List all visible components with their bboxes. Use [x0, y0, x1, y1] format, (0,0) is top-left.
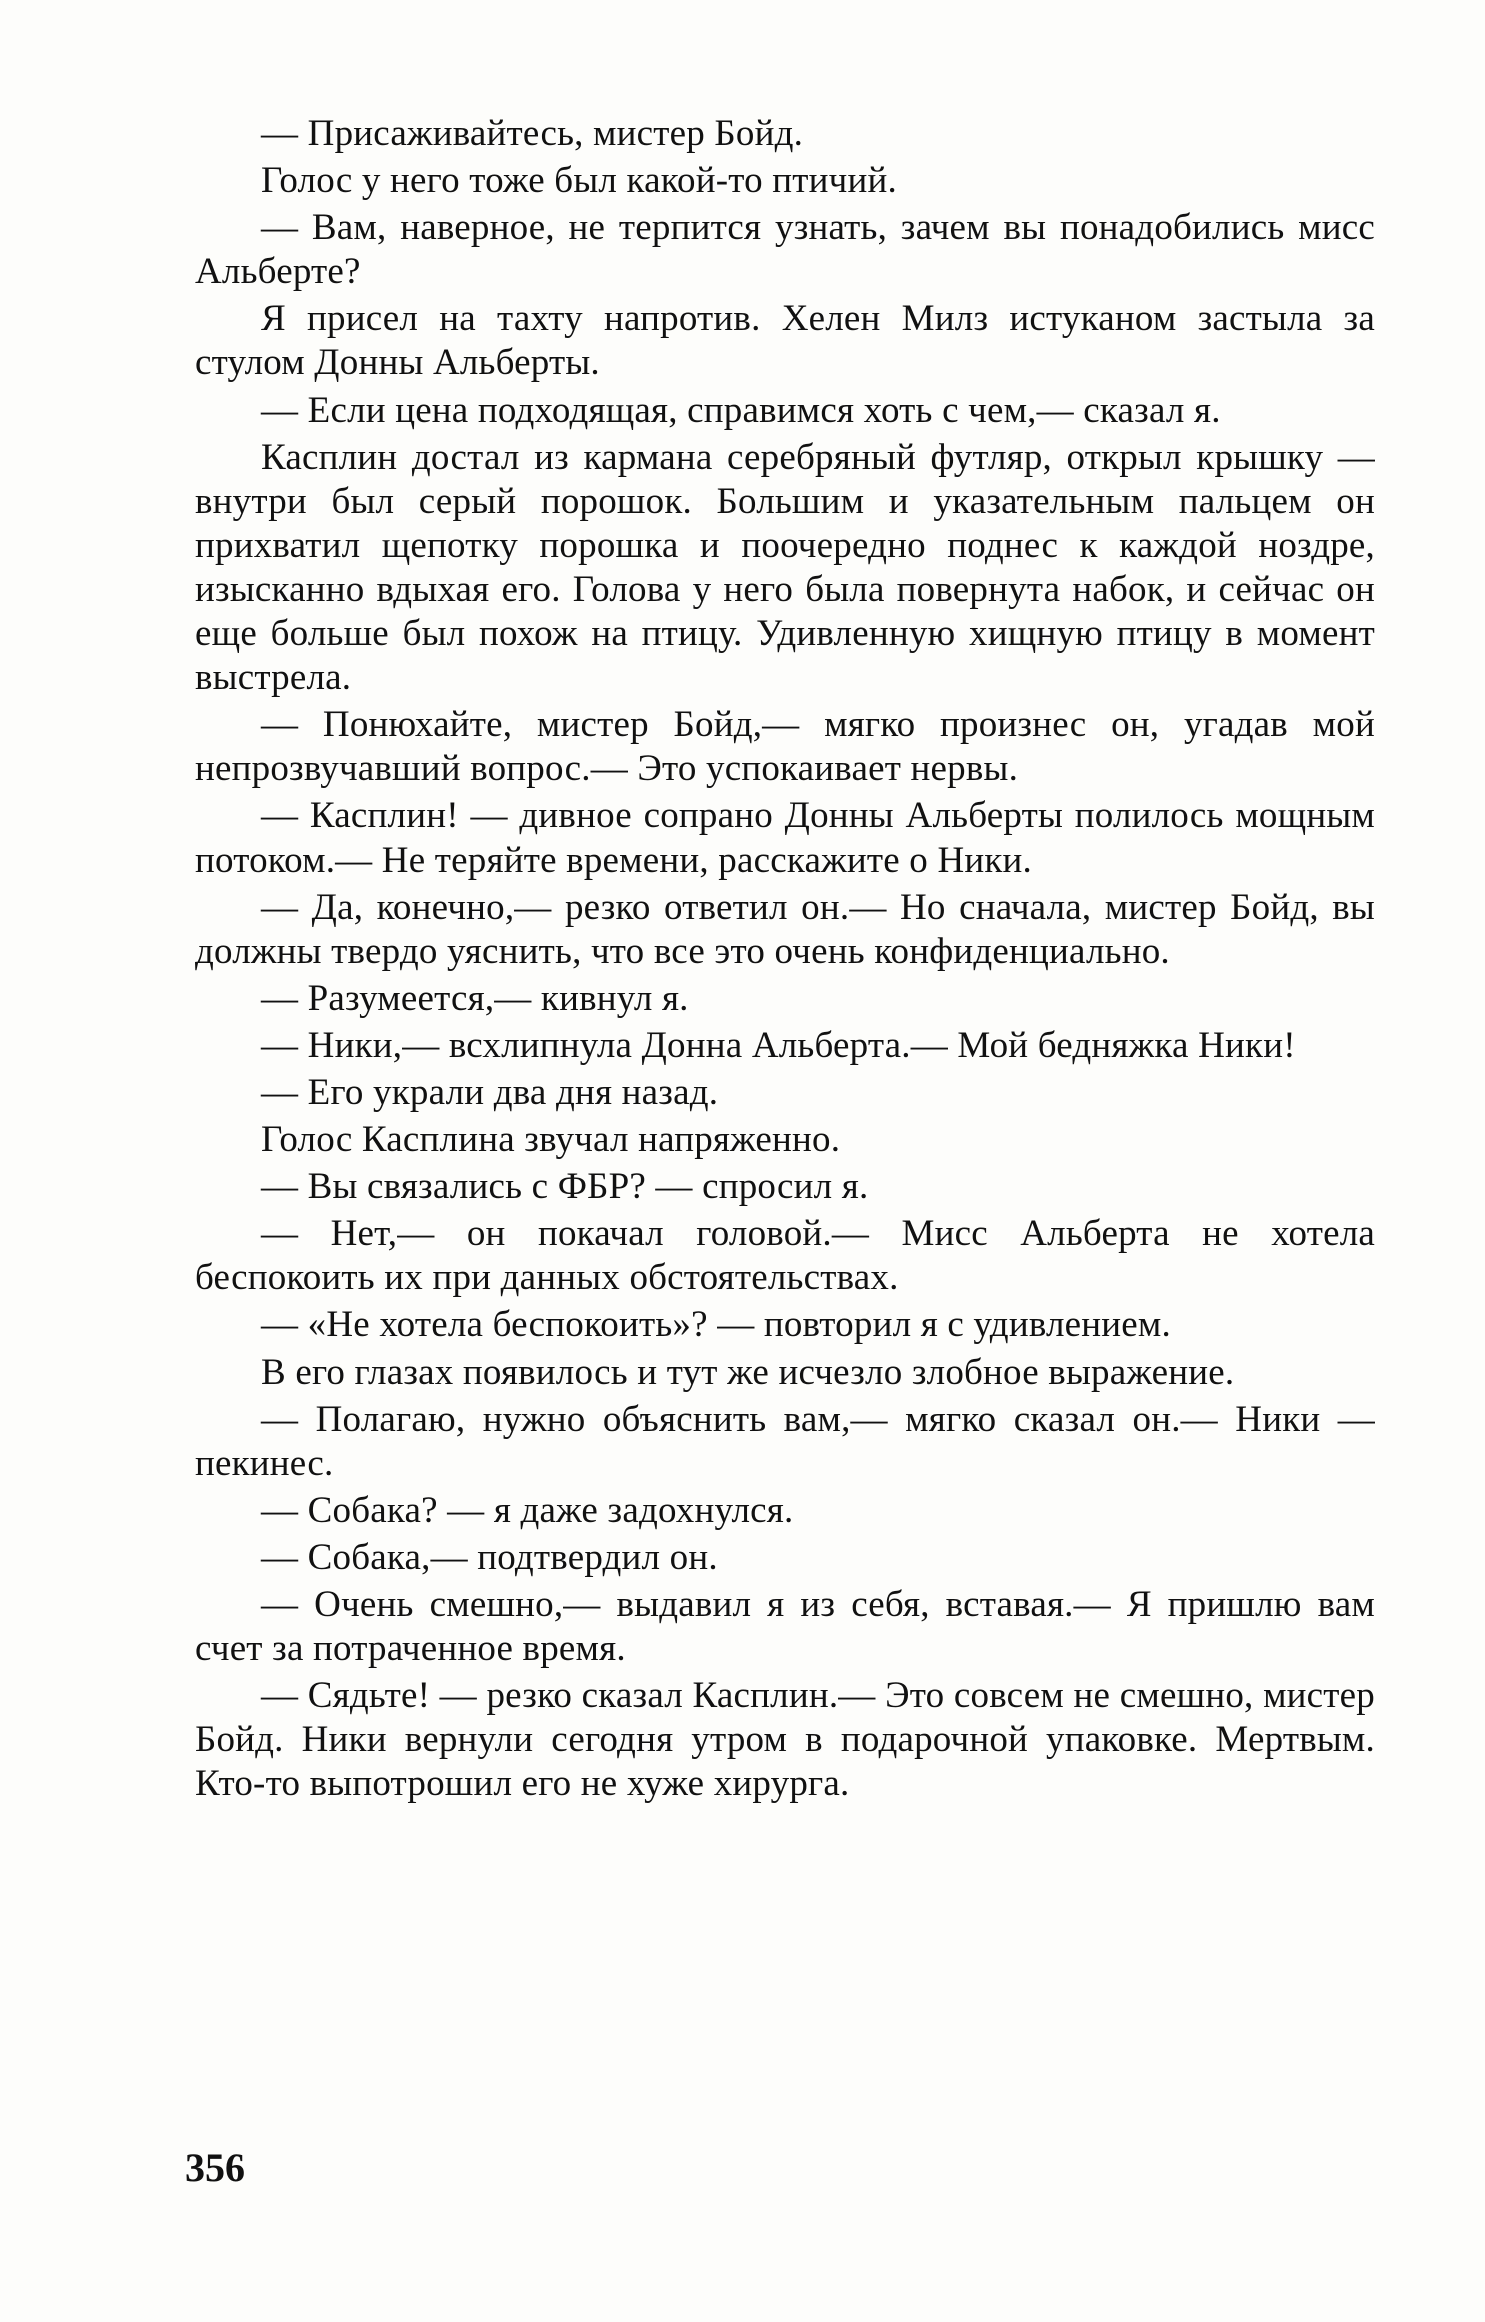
paragraph: Касплин достал из кармана серебряный футляр, открыл крышку — внутри был серый порошок. Большим и указательным пальцем он прихватил щепотку порошка и поочередно поднес к каждой ноздре, изысканно вдыхая его. Голова у него была повернута набок, и сейчас он еще больше был похож на птицу. Удивленную хищную птицу в момент выстрела.	[195, 436, 1375, 699]
paragraph: — Понюхайте, мистер Бойд,— мягко произнес он, угадав мой непрозвучавший вопрос.— Это успокаивает нервы.	[195, 704, 1375, 790]
paragraph: — Ники,— всхлипнула Донна Альберта.— Мой бедняжка Ники!	[261, 1024, 1296, 1066]
page-number: 356	[185, 2145, 245, 2190]
paragraph: Голос у него тоже был какой-то птичий.	[261, 160, 897, 202]
paragraph: — Полагаю, нужно объяснить вам,— мягко сказал он.— Ники — пекинес.	[195, 1398, 1375, 1484]
paragraph: — Касплин! — дивное сопрано Донны Альберты полилось мощным потоком.— Не теряйте времени, расскажите о Ники.	[195, 795, 1375, 881]
paragraph: — Собака,— подтвердил он.	[261, 1536, 718, 1578]
paragraph: — Вы связались с ФБР? — спросил я.	[261, 1166, 869, 1208]
paragraph: — Нет,— он покачал головой.— Мисс Альберта не хотела беспокоить их при данных обстоятельствах.	[195, 1213, 1375, 1299]
paragraph: — Очень смешно,— выдавил я из себя, вставая.— Я пришлю вам счет за потраченное время.	[195, 1584, 1375, 1670]
paragraph: Голос Касплина звучал напряженно.	[261, 1119, 841, 1161]
paragraph: — Присаживайтесь, мистер Бойд.	[261, 113, 804, 154]
paragraph: — Если цена подходящая, справимся хоть с чем,— сказал я.	[261, 389, 1221, 431]
paragraph: — Вам, наверное, не терпится узнать, зачем вы понадобились мисс Альберте?	[195, 207, 1375, 293]
paragraph: В его глазах появилось и тут же исчезло злобное выражение.	[261, 1351, 1235, 1393]
page-text	[195, 112, 1375, 1809]
paragraph: — Сядьте! — резко сказал Касплин.— Это совсем не смешно, мистер Бойд. Ники вернули сегодня утром в подарочной упаковке. Мертвым. Кто-то выпотрошил его не хуже хирурга.	[195, 1675, 1375, 1805]
paragraph: — Его украли два дня назад.	[261, 1071, 719, 1113]
paragraph: — Разумеется,— кивнул я.	[261, 977, 689, 1019]
paragraph: Я присел на тахту напротив. Хелен Милз истуканом застыла за стулом Донны Альберты.	[195, 298, 1375, 384]
paragraph: — «Не хотела беспокоить»? — повторил я с удивлением.	[261, 1304, 1171, 1346]
paragraph: — Да, конечно,— резко ответил он.— Но сначала, мистер Бойд, вы должны твердо уяснить, что все это очень конфиденциально.	[195, 886, 1375, 972]
paragraph: — Собака? — я даже задохнулся.	[261, 1489, 794, 1531]
